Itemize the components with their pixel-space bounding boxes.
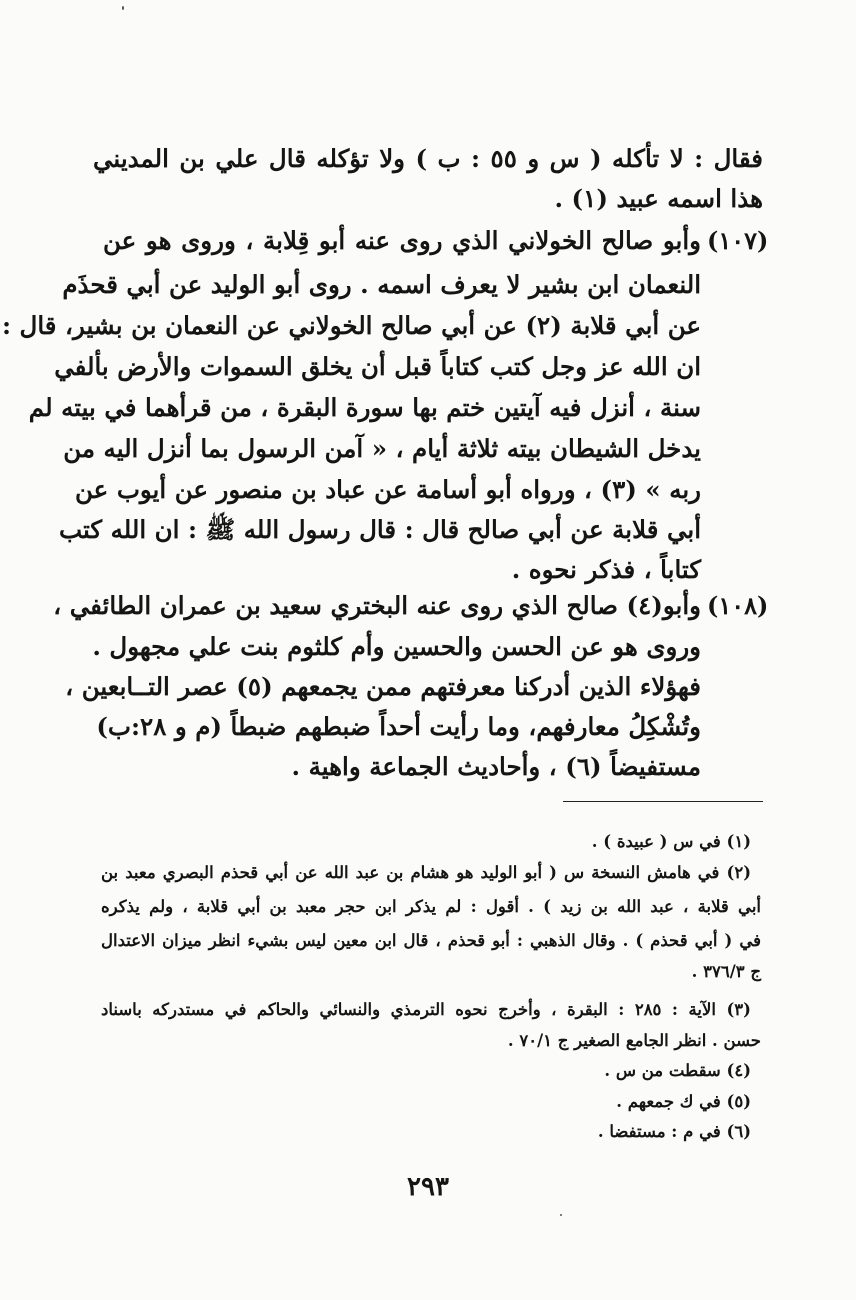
text-line: وأبو صالح الخولاني الذي روى عنه أبو قِلابة ، وروى هو عن <box>103 226 701 255</box>
footnote-line: (٢) في هامش النسخة س ( أبو الوليد هو هشام بن عبد الله عن أبي قحذم البصري معبد بن <box>101 863 751 882</box>
text-line: فقال : لا تأكله ( س و ٥٥ : ب ) ولا تؤكله قال علي بن المديني <box>93 144 763 173</box>
text-line: النعمان ابن بشير لا يعرف اسمه . روى أبو الوليد عن أبي قحذَم <box>62 270 701 299</box>
footnote-line: ج ٣٧٦/٣ . <box>691 962 761 981</box>
text-line: ربه » (٣) ، ورواه أبو أسامة عن عباد بن منصور عن أيوب عن <box>75 475 701 504</box>
footnote-line: (١) في س ( عبيدة ) . <box>591 832 751 851</box>
text-line: كتاباً ، فذكر نحوه . <box>511 555 701 584</box>
footnote-line: (٣) الآية : ٢٨٥ : البقرة ، وأخرج نحوه الترمذي والنسائي والحاكم في مستدركه باسناد <box>101 1000 751 1019</box>
scan-speck <box>560 1214 562 1216</box>
text-line: هذا اسمه عبيد (١) . <box>554 184 763 213</box>
footnote-line: (٤) سقطت من س . <box>604 1061 751 1080</box>
footnote-line: حسن . انظر الجامع الصغير ج ٧٠/١ . <box>507 1031 761 1050</box>
footnote-line: أبي قلابة ، عبد الله بن زيد ) . أقول : لم يذكر ابن حجر معبد بن أبي قلابة ، ولم يذكره <box>101 897 761 916</box>
text-line: سنة ، أنزل فيه آيتين ختم بها سورة البقرة ، من قرأهما في بيته لم <box>28 393 701 422</box>
footnote-line: (٥) في ك جمعهم . <box>616 1092 751 1111</box>
page-number: ٢٩٣ <box>407 1172 449 1202</box>
footnote-separator <box>563 801 763 802</box>
text-line: وتُشْكِلُ معارفهم، وما رأيت أحداً ضبطهم ضبطاً (م و ٢٨:ب) <box>96 712 701 741</box>
text-line: عن أبي قلابة (٢) عن أبي صالح الخولاني عن النعمان بن بشير، قال : <box>1 311 701 340</box>
scan-speck <box>122 6 124 10</box>
text-line: أبي قلابة عن أبي صالح قال : قال رسول الله ﷺ : ان الله كتب <box>58 515 701 544</box>
text-line: مستفيضاً (٦) ، وأحاديث الجماعة واهية . <box>291 752 701 781</box>
text-line: وروى هو عن الحسن والحسين وأم كلثوم بنت علي مجهول . <box>92 632 701 661</box>
text-line: يدخل الشيطان بيته ثلاثة أيام ، « آمن الرسول بما أنزل اليه من <box>63 434 701 463</box>
footnote-line: (٦) في م : مستفضا . <box>597 1122 751 1141</box>
text-line: ان الله عز وجل كتب كتاباً قبل أن يخلق السموات والأرض بألفي <box>54 352 701 381</box>
entry-number-107: (١٠٧) <box>707 226 769 255</box>
text-line: وأبو(٤) صالح الذي روى عنه البختري سعيد بن عمران الطائفي ، <box>53 591 701 620</box>
text-line: فهؤلاء الذين أدركنا معرفتهم ممن يجمعهم (٥) عصر التــابعين ، <box>65 672 701 701</box>
entry-number-108: (١٠٨) <box>707 591 769 620</box>
footnote-line: في ( أبي قحذم ) . وقال الذهبي : أبو قحذم ، قال ابن معين ليس بشيء انظر ميزان الاعتدال <box>101 931 761 950</box>
